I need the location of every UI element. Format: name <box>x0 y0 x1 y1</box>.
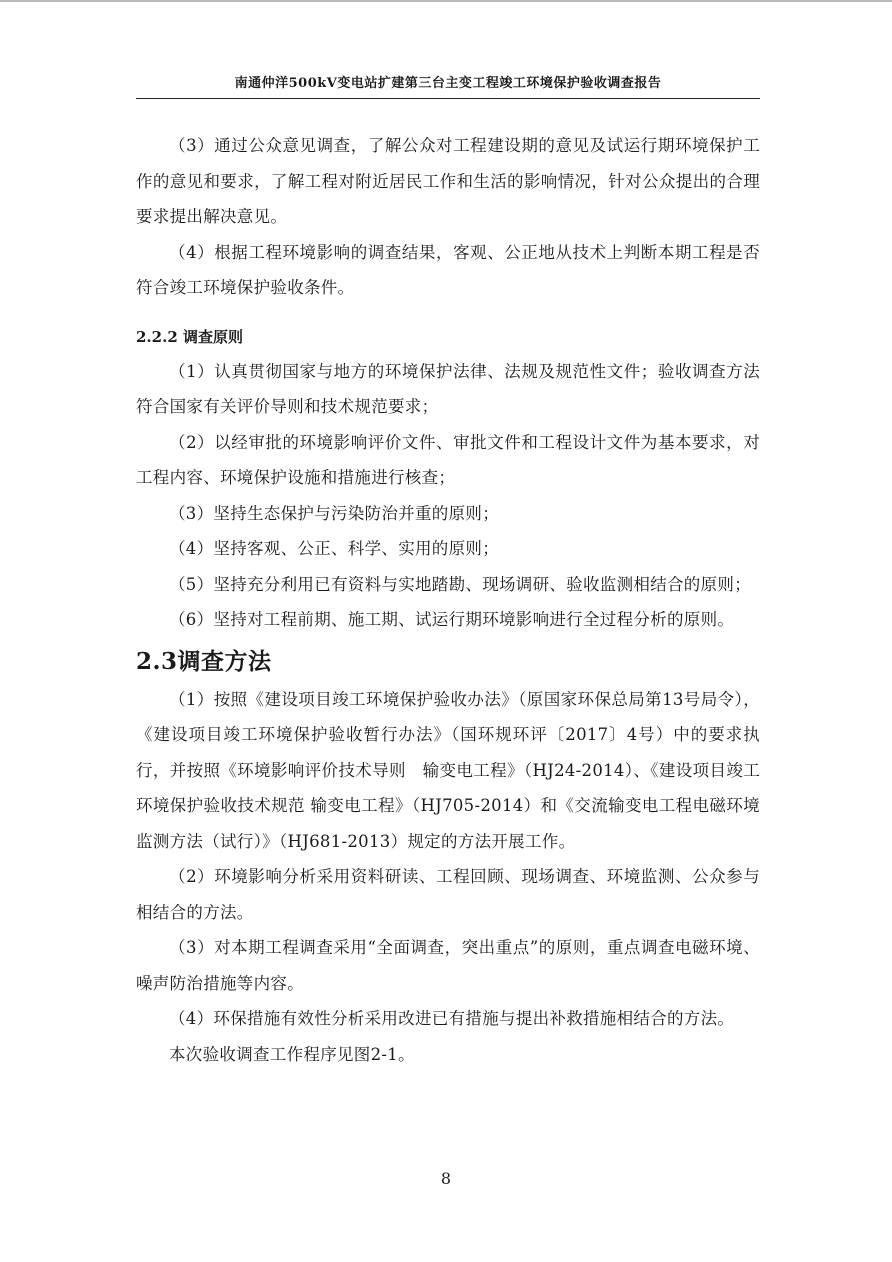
principle-item-4: （4）坚持客观、公正、科学、实用的原则； <box>169 539 499 558</box>
method-item-3: （3）对本期工程调查采用“全面调查，突出重点”的原则，重点调查电磁环境、噪声防治措施等内容。 <box>136 938 760 993</box>
principle-item-1: （1）认真贯彻国家与地方的环境保护法律、法规及规范性文件；验收调查方法符合国家有关评价导则和技术规范要求； <box>136 361 760 416</box>
document-body <box>136 128 760 1072</box>
principle-item-2: （2）以经审批的环境影响评价文件、审批文件和工程设计文件为基本要求，对工程内容、环境保护设施和措施进行核查； <box>136 432 760 487</box>
principle-item-3: （3）坚持生态保护与污染防治并重的原则； <box>169 503 499 523</box>
running-header: 南通仲洋500kV变电站扩建第三台主变工程竣工环境保护验收调查报告 <box>234 76 662 91</box>
procedure-reference: 本次验收调查工作程序见图2-1。 <box>169 1044 415 1064</box>
method-item-2: （2）环境影响分析采用资料研读、工程回顾、现场调查、环境监测、公众参与相结合的方法。 <box>136 867 760 922</box>
section-heading-survey-methods: 2.3调查方法 <box>136 647 272 675</box>
header-divider <box>136 98 760 99</box>
principle-item-6: （6）坚持对工程前期、施工期、试运行期环境影响进行全过程分析的原则。 <box>169 610 735 629</box>
page-number: 8 <box>440 1169 452 1188</box>
paragraph-judgement: （4）根据工程环境影响的调查结果，客观、公正地从技术上判断本期工程是否符合竣工环境保护验收条件。 <box>136 242 760 297</box>
paragraph-public-opinion: （3）通过公众意见调查，了解公众对工程建设期的意见及试运行期环境保护工作的意见和要求，了解工程对附近居民工作和生活的影响情况，针对公众提出的合理要求提出解决意见。 <box>136 136 760 226</box>
principle-item-5: （5）坚持充分利用已有资料与实地踏勘、现场调研、验收监测相结合的原则； <box>169 574 751 594</box>
method-item-1: （1）按照《建设项目竣工环境保护验收办法》（原国家环保总局第13号局令），《建设项目竣工环境保护验收暂行办法》（国环规环评〔2017〕4号）中的要求执行，并按照《环境影响评价技术导则 输变电工程》（HJ24-2014）、《建设项目竣工环境保护验收技术规范 输变电工程》（HJ705-2014）和《交流输变电工程电磁环境监测方法（试行）》（HJ681-2013）规定的方法开展工作。 <box>136 689 760 851</box>
section-heading-survey-principles: 2.2.2 调查原则 <box>136 327 243 346</box>
page-top-edge <box>0 0 892 2</box>
method-item-4: （4）环保措施有效性分析采用改进已有措施与提出补救措施相结合的方法。 <box>169 1009 735 1028</box>
